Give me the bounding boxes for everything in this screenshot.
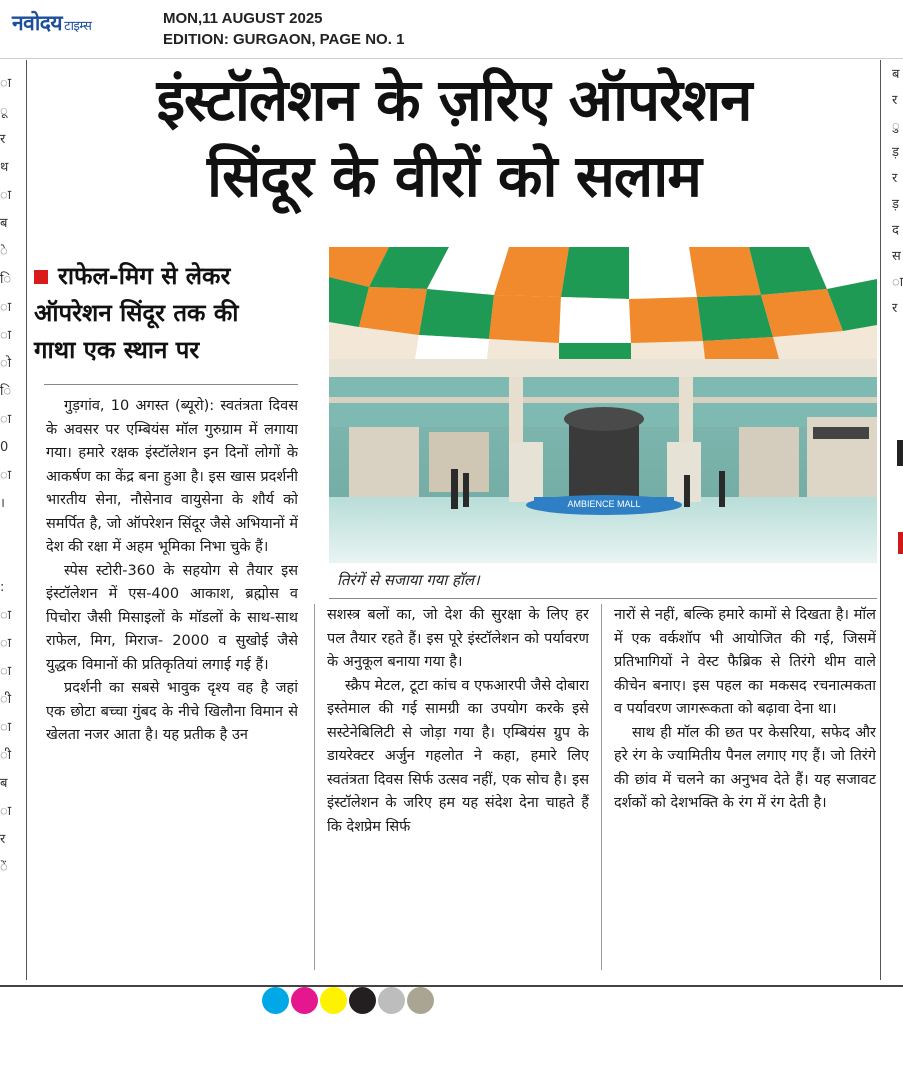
article-subheading — [34, 258, 302, 369]
adjacent-column-left: ा ू र थ ा ब े ि ा ा ो ि ा 0 ा । : ा ा ा ी ा ी ब ा र ें — [0, 76, 12, 875]
color-swatch — [291, 987, 318, 1014]
article-column-3 — [614, 604, 876, 974]
paragraph: नारों से नहीं, बल्कि हमारे कामों से दिखता है। मॉल में एक वर्कशॉप भी आयोजित की गई, जिसमें प्रतिभागियों ने वेस्ट फैब्रिक से तिरंगे थीम वाले कीचेन बनाए। इस पहल का मकसद रचनात्मकता व पर्यावरण जागरूकता को बढ़ावा देना था। — [614, 607, 876, 717]
color-swatch — [349, 987, 376, 1014]
paragraph: साथ ही मॉल की छत पर केसरिया, सफेद और हरे रंग के ज्यामितीय पैनल लगाए गए हैं। जो तिरंगे की छांव में चलने का अनुभव देते हैं। यह सजावट दर्शकों को देशभक्ति के रंग में रंग देती है। — [614, 724, 876, 811]
color-swatch — [378, 987, 405, 1014]
paragraph: स्पेस स्टोरी-360 के सहयोग से तैयार इस इंस्टॉलेशन में एस-400 आकाश, ब्रह्मोस व पिचोरा जैसी मिसाइलों के मॉडलों के साथ-साथ राफेल, मिग, मिराज- 2000 व सुखोई जैसे युद्धक विमानों की प्रतिकृतियां लगाई गई हैं। — [46, 562, 298, 673]
column-divider — [601, 604, 602, 970]
photo-caption: तिरंगें से सजाया गया हॉल। — [337, 571, 480, 589]
print-color-swatches — [262, 987, 434, 1015]
adjacent-headline-mark — [897, 440, 903, 466]
column-divider-left — [26, 60, 27, 980]
column-divider-right — [880, 60, 881, 980]
color-swatch — [320, 987, 347, 1014]
mall-hall-photo[interactable] — [329, 247, 877, 563]
article-column-1 — [46, 395, 298, 970]
subheading-rule — [44, 384, 298, 385]
headline-line-2: सिंदूर के वीरों को सलाम — [207, 142, 701, 210]
edition-line: EDITION: GURGAON, PAGE NO. 1 — [163, 31, 405, 48]
date-line: MON,11 AUGUST 2025 — [163, 10, 323, 27]
subhead-line-1: राफेल-मिग से लेकर — [58, 262, 231, 290]
subhead-line-2: ऑपरेशन सिंदूर तक की — [34, 299, 239, 327]
subhead-line-3: गाथा एक स्थान पर — [34, 336, 200, 364]
adjacent-column-right: ब र ु ड़ र ड़ द स ा र — [892, 67, 903, 316]
paragraph: गुड़गांव, 10 अगस्त (ब्यूरो): स्वतंत्रता दिवस के अवसर पर एम्बियंस मॉल गुरुग्राम में लगाया गया। हमारे रक्षक इंस्टॉलेशन इन दिनों लोगों के आकर्षण का केंद्र बना हुआ है। इस खास प्रदर्शनी भारतीय सेना, नौसेनाव वायुसेना के शौर्य को समर्पित है, जो ऑपरेशन सिंदूर जैसे अभियानों में देश की रक्षा में अहम भूमिका निभा चुके हैं। — [46, 398, 298, 555]
paragraph: प्रदर्शनी का सबसे भावुक दृश्य वह है जहां एक छोटा बच्चा गुंबद के नीचे खिलौना विमान से खेलता नजर आता है। यह प्रतीक है उन — [46, 680, 298, 743]
article-headline[interactable] — [30, 62, 878, 214]
logo-text: नवोदय — [12, 10, 63, 35]
article-column-2 — [327, 604, 589, 974]
color-swatch — [407, 987, 434, 1014]
edition-info — [163, 8, 404, 50]
red-bullet-icon — [34, 270, 48, 284]
newspaper-logo[interactable] — [12, 9, 91, 37]
photo-sign-text: AMBIENCE MALL — [567, 499, 641, 509]
headline-line-1: इंस्टॉलेशन के ज़रिए ऑपरेशन — [156, 66, 752, 134]
mall-interior-illustration — [329, 247, 877, 563]
paragraph: सशस्त्र बलों का, जो देश की सुरक्षा के लिए हर पल तैयार रहते हैं। इस पूरे इंस्टॉलेशन को पर्यावरण के अनुकूल बनाया गया है। — [327, 607, 589, 670]
adjacent-bullet-mark — [898, 532, 903, 554]
caption-rule — [329, 598, 877, 599]
color-swatch — [262, 987, 289, 1014]
column-divider — [314, 604, 315, 970]
logo-subtext: टाइम्स — [64, 19, 92, 34]
epaper-header — [0, 0, 903, 59]
paragraph: स्क्रैप मेटल, टूटा कांच व एफआरपी जैसे दोबारा इस्तेमाल की गई सामग्री का उपयोग करके इसे सस्टेनेबिलिटी से जोड़ा गया है। एम्बियंस ग्रुप के डायरेक्टर अर्जुन गहलोत ने कहा, हमारे लिए स्वतंत्रता दिवस सिर्फ उत्सव नहीं, एक सोच है। इस इंस्टॉलेशन के जरिए हम यह संदेश देना चाहते हैं कि देशप्रेम सिर्फ — [327, 677, 589, 835]
